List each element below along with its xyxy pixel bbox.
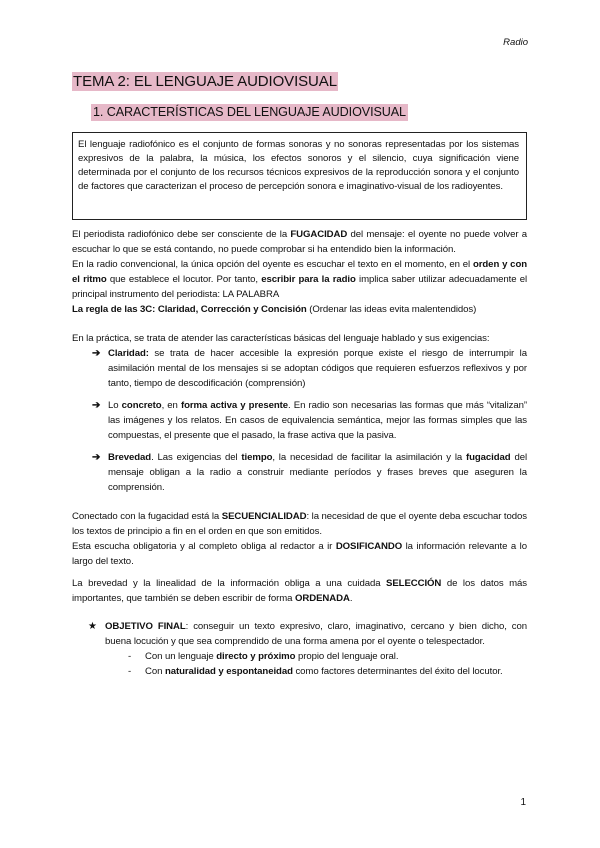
list-item-objetivo-final: ★ OBJETIVO FINAL: conseguir un texto expresivo, claro, imaginativo, cercano y bien dicho, con buena locución y que sea comprendido de una forma amena por el oyente o telespectador. [88,619,527,649]
arrow-bullet-icon: ➔ [92,347,101,359]
arrow-bullet-icon: ➔ [92,399,101,411]
paragraph-dosificando: Esta escucha obligatoria y al completo obliga al redactor a ir DOSIFICANDO la información relevante a lo largo del texto. [72,540,527,567]
definition-box: El lenguaje radiofónico es el conjunto de formas sonoras y no sonoras representadas por los sistemas expresivos de la palabra, la música, los efectos sonoros y el silencio, cuya significación viene determinada por el conjunto de los recursos técnicos expresivos de la reproducción sonora y el conjunto de factores que caracterizan el proceso de percepción sonora e imaginativo-visual de los radioyentes. [72,132,527,220]
list-item-concreto: ➔ Lo concreto, en forma activa y presente. En radio son necesarias las formas que más “vitalizan” las imágenes y los relatos. En casos de equivalencia semántica, mejor las formas simples que las compuestas, el presente que el pasado, la frase activa que la pasiva. [92,398,527,443]
section-heading: 1. CARACTERÍSTICAS DEL LENGUAJE AUDIOVISUAL [93,105,406,119]
arrow-bullet-icon: ➔ [92,452,101,464]
dash-bullet: - [128,651,132,663]
list-item-naturalidad: - Con naturalidad y espontaneidad como factores determinantes del éxito del locutor. [128,664,527,679]
paragraph-seleccion: La brevedad y la linealidad de la información obliga a una cuidada SELECCIÓN de los datos más importantes, que también se deben escribir de forma ORDENADA. [72,577,527,604]
paragraph-radio-convencional: En la radio convencional, la única opción del oyente es escuchar el texto en el momento, en el orden y con el ritmo que establece el locutor. Por tanto, escribir para la radio implica saber utilizar adecuadamente el principal instrumento del periodista: LA PALABRA [72,259,528,301]
list-item-lenguaje-directo: - Con un lenguaje directo y próximo propio del lenguaje oral. [128,649,527,664]
page-title: TEMA 2: EL LENGUAJE AUDIOVISUAL [73,73,337,90]
dash-bullet: - [128,666,132,678]
running-header: Radio [503,37,528,48]
body-text [72,227,527,679]
paragraph-regla-3c: La regla de las 3C: Claridad, Corrección y Concisión (Ordenar las ideas evita malentendidos) [72,304,477,316]
paragraph-secuencialidad: Conectado con la fugacidad está la SECUENCIALIDAD: la necesidad de que el oyente deba escuchar todos los textos de principio a fin en el orden en que son emitidos. [72,510,527,537]
star-bullet-icon: ★ [88,621,97,633]
paragraph-practica: En la práctica, se trata de atender las características básicas del lenguaje hablado y sus exigencias: [72,332,490,344]
paragraph-fugacidad: El periodista radiofónico debe ser consciente de la FUGACIDAD del mensaje: el oyente no puede volver a escuchar lo que se está contando, no puede comprobar si ha entendido bien la información. [72,229,528,256]
list-item-brevedad: ➔ Brevedad. Las exigencias del tiempo, la necesidad de facilitar la asimilación y la fugacidad del mensaje obligan a la radio a construir mediante períodos y frases breves que aseguren la comprensión. [92,450,527,495]
list-item-claridad: ➔ Claridad: se trata de hacer accesible la expresión porque existe el riesgo de interrumpir la asimilación mental de los mensajes si se adoptan códigos que requieren esfuerzos reflexivos y por tanto, tiempo de descodificación (comprensión) [92,346,527,391]
page-number: 1 [520,797,526,808]
